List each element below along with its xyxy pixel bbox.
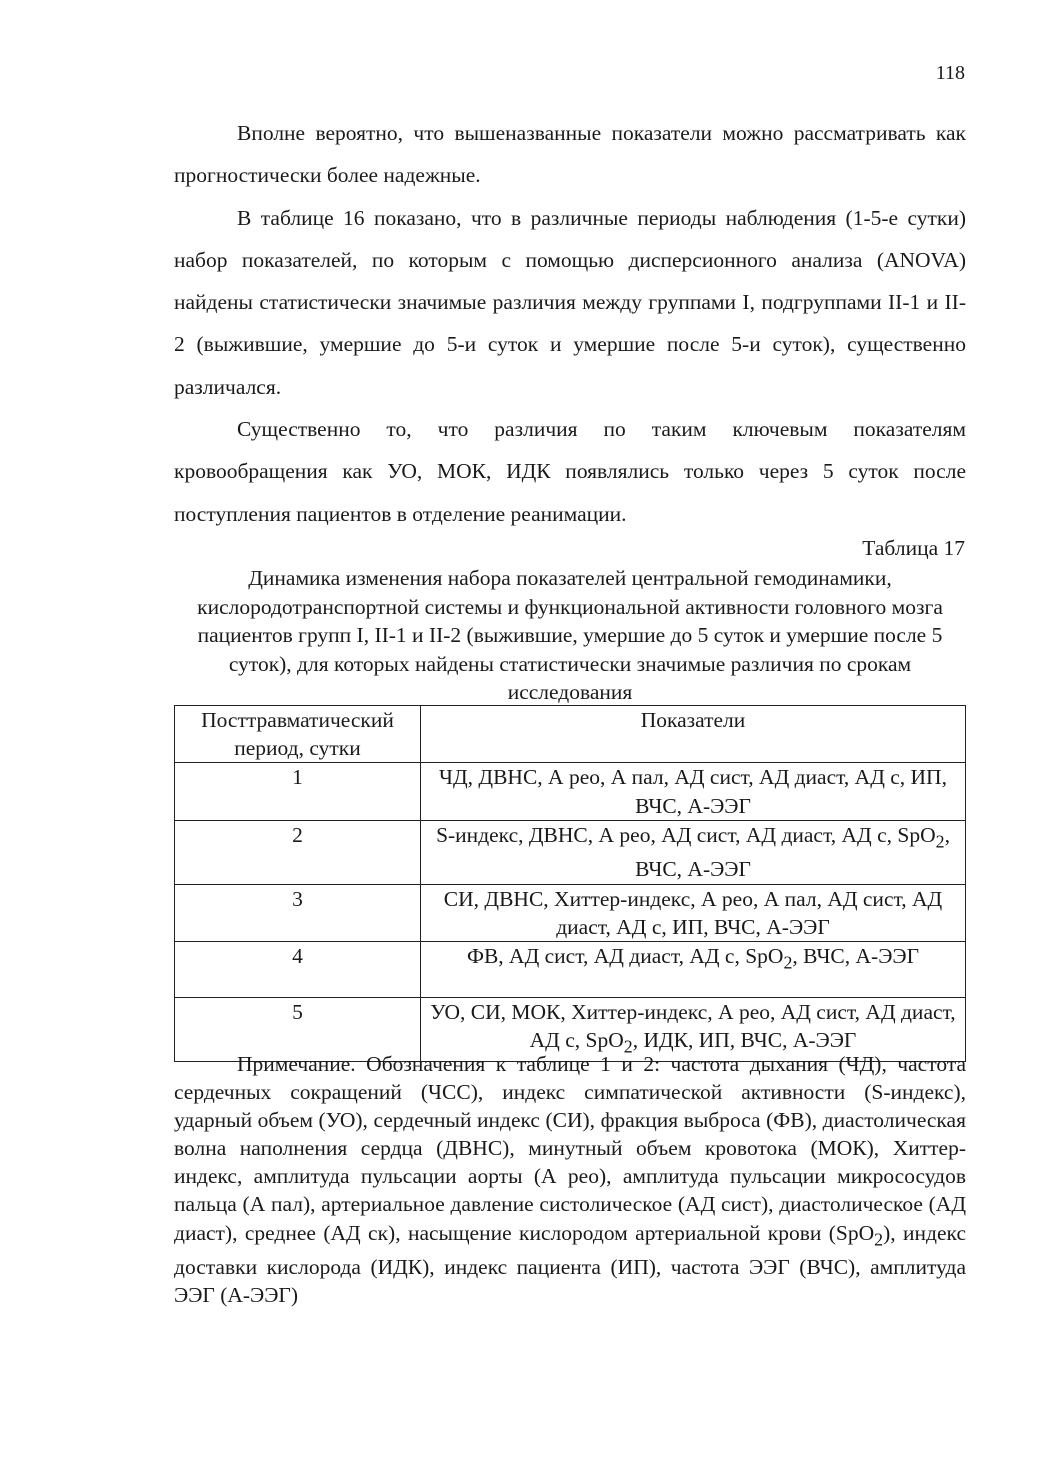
body-text xyxy=(174,112,966,535)
table-row xyxy=(175,820,966,884)
indicators-text: , ВЧС, А-ЭЭГ xyxy=(792,943,920,968)
table-row xyxy=(175,941,966,997)
subscript: 2 xyxy=(623,1036,633,1057)
table-header-row xyxy=(175,706,966,763)
period-cell: 5 xyxy=(175,997,421,1061)
note-text: Примечание. Обозначения к таблице 1 и 2: частота дыхания (ЧД), частота сердечных сокращений (ЧСС), индекс симпатической активности (S-индекс), ударный объем (УО), сердечный индекс (СИ), фракция выброса (ФВ), диастолическая волна наполнения сердца (ДВНС), минутный объем кровотока (МОК), Хиттер-индекс, амплитуда пульсации аорты (А рео), амплитуда пульсации микрососудов пальца (А пал), артериальное давление систолическое (АД сист), диастолическое (АД диаст), среднее (АД ск), насыщение кислородом артериальной крови (SpO xyxy=(174,1052,966,1245)
table-row xyxy=(175,763,966,820)
table-caption: Динамика изменения набора показателей центральной гемодинамики, кислородотранспортной системы и функциональной активности головного мозга пациентов групп I, II-1 и II-2 (выжившие, умершие до 5 суток и умершие после 5 суток), для которых найдены статистически значимые различия по срокам исследования xyxy=(197,566,943,705)
indicators-text: ЧД, ДВНС, А рео, А пал, АД сист, АД диаст, АД с, ИП, ВЧС, А-ЭЭГ xyxy=(439,765,947,818)
subscript: 2 xyxy=(874,1228,884,1249)
indicators-text: , ИДК, ИП, ВЧС, А-ЭЭГ xyxy=(632,1028,857,1053)
indicators-text: S-индекс, ДВНС, А рео, АД сист, АД диаст, АД с, SpO xyxy=(436,822,936,847)
indicators-cell xyxy=(421,941,966,997)
indicators-cell xyxy=(421,763,966,820)
table-row xyxy=(175,884,966,941)
indicators-cell xyxy=(421,820,966,884)
subscript: 2 xyxy=(935,831,945,852)
paragraph: В таблице 16 показано, что в различные периоды наблюдения (1-5-е сутки) набор показателей, по которым с помощью дисперсионного анализа (ANOVA) найдены статистически значимые различия между группами I, подгруппами II-1 и II-2 (выжившие, умершие до 5-и суток и умершие после 5-и суток), существенно различался. xyxy=(174,205,966,399)
indicators-text: , ВЧС, А-ЭЭГ xyxy=(635,822,950,882)
header-period: Посттравматический период, сутки xyxy=(175,706,421,763)
note-text: ), индекс доставки кислорода (ИДК), индекс пациента (ИП), частота ЭЭГ (ВЧС), амплитуда ЭЭГ (А-ЭЭГ) xyxy=(174,1220,966,1308)
period-cell: 4 xyxy=(175,941,421,997)
table-label: Таблица 17 xyxy=(862,536,965,560)
indicators-cell xyxy=(421,884,966,941)
page-number: 118 xyxy=(935,62,965,84)
period-cell: 1 xyxy=(175,763,421,820)
period-cell: 2 xyxy=(175,820,421,884)
indicators-text: ФВ, АД сист, АД диаст, АД с, SpO xyxy=(466,943,784,968)
subscript: 2 xyxy=(783,952,793,973)
paragraph: Существенно то, что различия по таким ключевым показателям кровообращения как УО, МОК, ИДК появлялись только через 5 суток после поступления пациентов в отделение реанимации. xyxy=(174,417,966,526)
table-note xyxy=(174,1050,966,1309)
indicators-table xyxy=(174,705,966,1062)
indicators-text: СИ, ДВНС, Хиттер-индекс, А рео, А пал, АД сист, АД диаст, АД с, ИП, ВЧС, А-ЭЭГ xyxy=(443,886,943,939)
header-indicators: Показатели xyxy=(421,706,966,763)
period-cell: 3 xyxy=(175,884,421,941)
paragraph: Вполне вероятно, что вышеназванные показатели можно рассматривать как прогностически более надежные. xyxy=(174,121,966,188)
indicators-text: УО, СИ, МОК, Хиттер-индекс, А рео, АД сист, АД диаст, АД с, SpO xyxy=(430,999,956,1053)
